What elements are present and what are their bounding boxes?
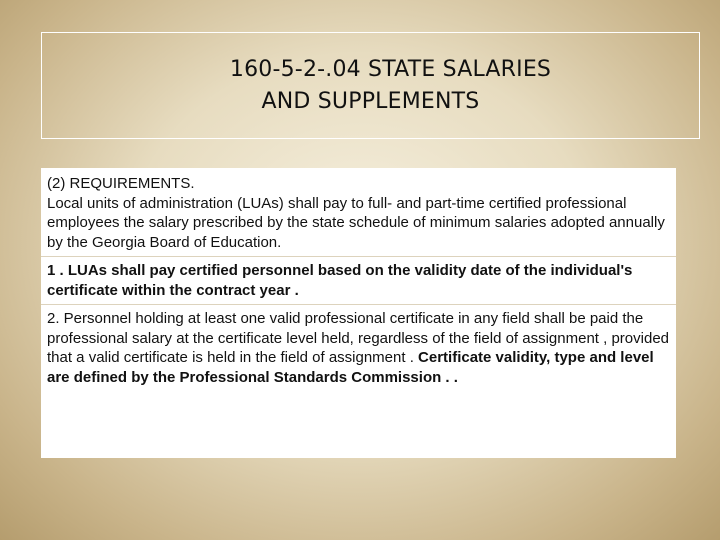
- requirement-item-2: [47, 309, 670, 387]
- intro-paragraph: Local units of administration (LUAs) shall pay to full- and part-time certified professional employees the salary prescribed by the state schedule of minimum salaries adopted annually by the Georgia Board of Education.: [47, 194, 665, 251]
- requirement-item-2-text: 2. Personnel holding at least one valid professional certificate in any field shall be paid the professional salary at the certificate level held, regardless of the field of assignment , provided that a valid certificate is held in the field of assignment .: [47, 310, 670, 366]
- requirements-content-box: [41, 168, 676, 458]
- slide-title-line-2: AND SUPPLEMENTS: [261, 88, 480, 114]
- divider: [41, 256, 676, 257]
- slide-title-box: [41, 32, 700, 139]
- section-block: [47, 174, 670, 252]
- requirement-item-2-bold-text: Certificate validity, type and level are defined by the Professional Standards Commission . .: [47, 349, 654, 386]
- section-heading: (2) REQUIREMENTS.: [47, 175, 195, 192]
- requirement-item-1: 1 . LUAs shall pay certified personnel based on the validity date of the individual's certificate within the contract year .: [47, 262, 633, 299]
- divider: [41, 304, 676, 305]
- slide-title-line-1: 160-5-2-.04 STATE SALARIES: [229, 56, 552, 82]
